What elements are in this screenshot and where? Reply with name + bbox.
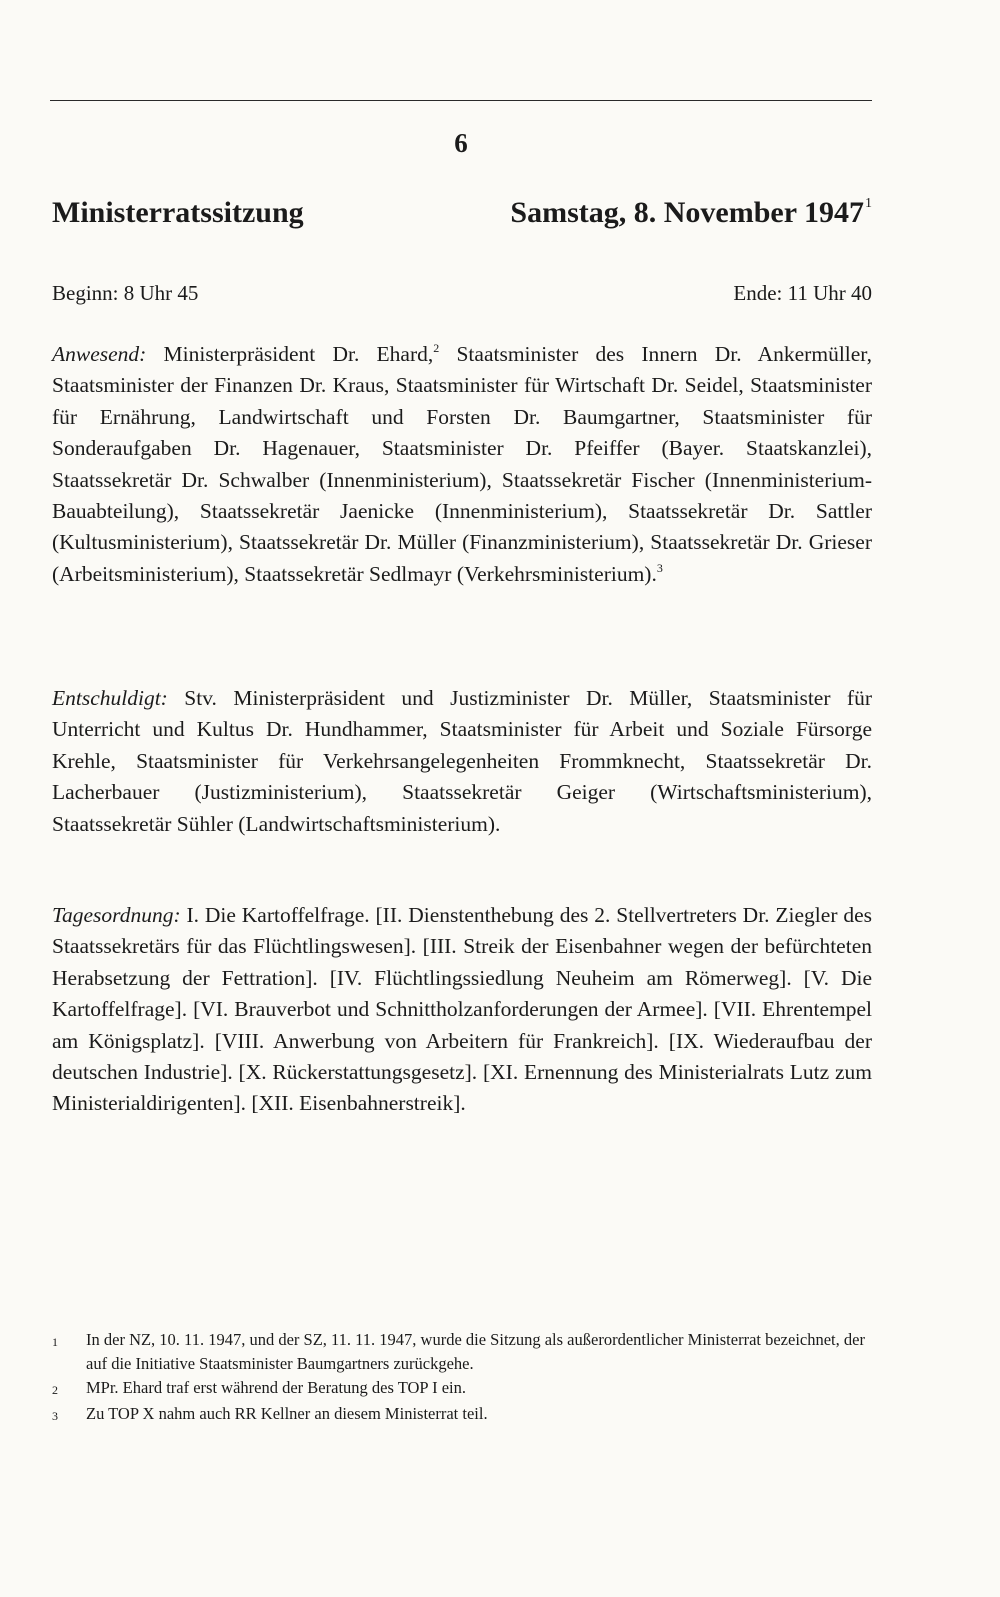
attendees-paragraph [52, 339, 872, 590]
footnote-text: In der NZ, 10. 11. 1947, und der SZ, 11. 11. 1947, wurde die Sitzung als außerordentlicher Ministerrat bezeichnet, der auf die Initiative Staatsminister Baumgartners zurückgehe. [86, 1330, 865, 1373]
meeting-title: Ministerratssitzung [52, 196, 304, 229]
footnote-number: 1 [52, 1335, 58, 1349]
footnote-number: 3 [52, 1409, 58, 1423]
title-row [52, 196, 872, 230]
excused-label: Entschuldigt: [52, 686, 168, 710]
attendees-text-b: Staatsminister des Innern Dr. Ankermüller, Staatsminister der Finanzen Dr. Kraus, Staatsminister für Wirtschaft Dr. Seidel, Staatsminister für Ernährung, Landwirtschaft und Forsten Dr. Baumgartner, Staatsminister für Sonderaufgaben Dr. Hagenauer, Staatsminister Dr. Pfeiffer (Bayer. Staatskanzlei), Staatssekretär Dr. Schwalber (Innenministerium), Staatssekretär Fischer (Innenministerium-Bauabteilung), Staatssekretär Jaenicke (Innenministerium), Staatssekretär Dr. Sattler (Kultusministerium), Staatssekretär Dr. Müller (Finanzministerium), Staatssekretär Dr. Grieser (Arbeitsministerium), Staatssekretär Sedlmayr (Verkehrsministerium). [52, 342, 872, 586]
meeting-date [510, 196, 872, 230]
agenda-paragraph [52, 900, 872, 1120]
document-number: 6 [454, 128, 468, 158]
footnote [52, 1376, 878, 1402]
footnote-text: MPr. Ehard traf erst während der Beratung des TOP I ein. [86, 1378, 467, 1397]
footnote-text: Zu TOP X nahm auch RR Kellner an diesem Ministerrat teil. [86, 1404, 488, 1423]
footnote [52, 1402, 878, 1428]
header-rule [50, 100, 872, 101]
agenda-label: Tagesordnung: [52, 903, 181, 927]
meeting-date-text: Samstag, 8. November 1947 [510, 196, 864, 229]
attendees-label: Anwesend: [52, 342, 147, 366]
end-time: Ende: 11 Uhr 40 [733, 281, 872, 305]
attendees-text-a: Ministerpräsident Dr. Ehard, [146, 342, 434, 366]
agenda-text: I. Die Kartoffelfrage. [II. Dienstenthebung des 2. Stellvertreters Dr. Ziegler des Staatssekretärs für das Flüchtlingswesen]. [III. Streik der Eisenbahner wegen der befürchteten Herabsetzung der Fettration]. [IV. Flüchtlingssiedlung Neuheim am Römerweg]. [V. Die Kartoffelfrage]. [VI. Brauverbot und Schnittholzanforderungen der Armee]. [VII. Ehrentempel am Königsplatz]. [VIII. Anwerbung von Arbeitern für Frankreich]. [IX. Wiederaufbau der deutschen Industrie]. [X. Rückerstattungsgesetz]. [XI. Ernennung des Ministerialrats Lutz zum Ministerialdirigenten]. [XII. Eisenbahnerstreik]. [52, 903, 872, 1116]
footnote-ref-3: 3 [656, 560, 663, 575]
footnote-ref-1: 1 [865, 196, 872, 211]
start-time: Beginn: 8 Uhr 45 [52, 281, 199, 305]
excused-paragraph [52, 683, 872, 840]
footnote-ref-2: 2 [433, 341, 440, 355]
time-row [52, 281, 872, 306]
footnotes [52, 1328, 878, 1428]
excused-text: Stv. Ministerpräsident und Justizminister Dr. Müller, Staatsminister für Unterricht und Kultus Dr. Hundhammer, Staatsminister für Arbeit und Soziale Fürsorge Krehle, Staatsminister für Verkehrsangelegenheiten Frommknecht, Staatssekretär Dr. Lacherbauer (Justizministerium), Staatssekretär Geiger (Wirtschaftsministerium), Staatssekretär Sühler (Landwirtschaftsministerium). [52, 686, 872, 836]
footnote-number: 2 [52, 1383, 58, 1397]
footnote [52, 1328, 878, 1376]
